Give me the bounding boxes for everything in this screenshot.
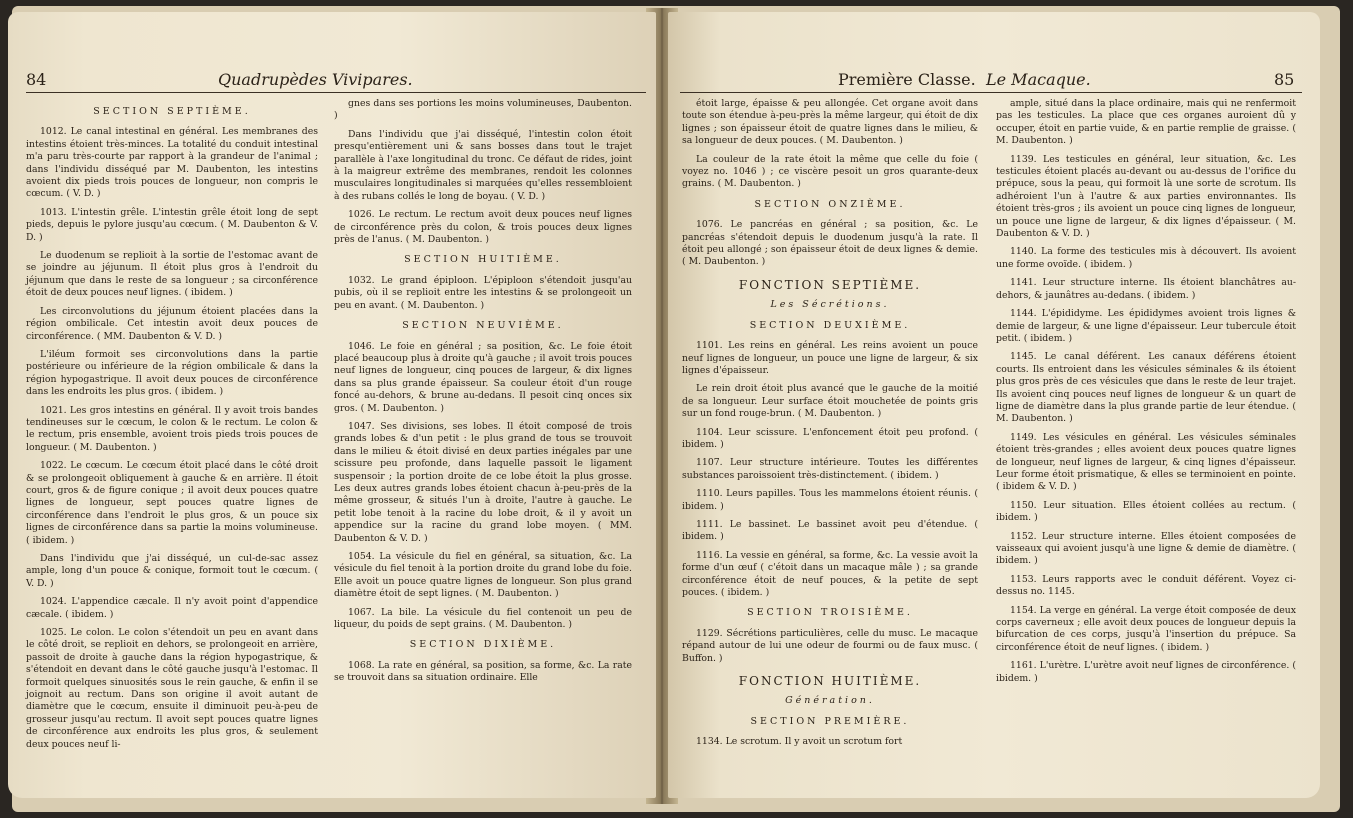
paragraph: 1054. La vésicule du fiel en général, sa situation, &c. La vésicule du fiel tenoit à la portion droite du grand lobe du foie. Elle avoit un pouce quatre lignes de longueur. Son plus grand diamètre étoit de sept lignes. ( M. Daubenton. )	[334, 551, 632, 600]
right-page	[668, 12, 1320, 798]
paragraph: Dans l'individu que j'ai disséqué, un cul-de-sac assez ample, long d'un pouce & conique, formoit tout le cœcum. ( V. D. )	[26, 553, 318, 589]
paragraph: 1141. Leur structure interne. Ils étoient blanchâtres au-dehors, & jaunâtres au-dedans. ( ibidem. )	[996, 277, 1296, 301]
section-heading: SECTION NEUVIÈME.	[402, 320, 564, 332]
paragraph: 1129. Sécrétions particulières, celle du musc. Le macaque répand autour de lui une odeur de fourmi ou de faux musc. ( Buffon. )	[682, 627, 978, 664]
paragraph: 1104. Leur scissure. L'enfoncement étoit peu profond. ( ibidem. )	[682, 426, 978, 450]
subheading: Les Sécrétions.	[770, 299, 890, 311]
section-heading: SECTION HUITIÈME.	[404, 254, 562, 266]
paragraph: 1152. Leur structure interne. Elles étoient composées de vaisseaux qui avoient jusqu'à une ligne & demie de diamètre. ( ibidem. )	[996, 530, 1296, 567]
paragraph: 1068. La rate en général, sa position, sa forme, &c. La rate se trouvoit dans sa situation ordinaire. Elle	[334, 659, 632, 684]
paragraph: 1111. Le bassinet. Le bassinet avoit peu d'étendue. ( ibidem. )	[682, 518, 978, 543]
paragraph: 1139. Les testicules en général, leur situation, &c. Les testicules étoient placés au-devant ou au-dessus de l'orifice du prépuce, sous la peau, qui formoit là une sorte de scrotum. Ils adhéroient l'un à l'autre & aux parties environnantes. Ils étoient très-gros ; ils avoient un pouce cinq lignes de longueur, un pouce une ligne de largeur, & dix lignes d'épaisseur. ( M. Daubenton & V. D. )	[996, 153, 1296, 240]
section-heading: SECTION ONZIÈME.	[754, 198, 906, 210]
running-title: Quadrupèdes Vivipares.	[218, 70, 413, 89]
right-column-2	[996, 98, 1296, 691]
section-heading: SECTION PREMIÈRE.	[750, 715, 910, 727]
paragraph: 1047. Ses divisions, ses lobes. Il étoit composé de trois grands lobes & d'un petit : le plus grand de tous se trouvoit dans le milieu & étoit divisé en deux parties inégales par une scissure peu profonde, dans laquelle passoit le ligament suspensoir ; la portion droite de ce lobe étoit la plus grosse. Les deux autres grands lobes étoient chacun à-peu-près de la même grosseur, & situés l'un à droite, l'autre à gauche. Le petit lobe tenoit à la racine du lobe droit, & il y avoit un appendice sur la racine du grand lobe moyen. ( MM. Daubenton & V. D. )	[334, 420, 632, 544]
paragraph: gnes dans ses portions les moins volumineuses, Daubenton. )	[334, 98, 632, 122]
paragraph: 1150. Leur situation. Elles étoient collées au rectum. ( ibidem. )	[996, 499, 1296, 524]
function-heading: FONCTION SEPTIÈME.	[738, 277, 922, 292]
paragraph: 1161. L'urètre. L'urètre avoit neuf lignes de circonférence. ( ibidem. )	[996, 660, 1296, 684]
paragraph: 1145. Le canal déférent. Les canaux déférens étoient courts. Ils entroient dans les vésicules séminales & ils étoient plus gros près de ces vésicules que dans le reste de leur trajet. Ils avoient cinq pouces neuf lignes de longueur & un quart de ligne de diamètre dans la plus grande partie de leur étendue. ( M. Daubenton. )	[996, 351, 1296, 425]
paragraph: 1154. La verge en général. La verge étoit composée de deux corps caverneux ; elle avoit deux pouces de longueur depuis la bifurcation de ces corps, jusqu'à l'insertion du prépuce. Sa circonférence étoit de neuf lignes. ( ibidem. )	[996, 604, 1296, 653]
paragraph: 1032. Le grand épiploon. L'épiploon s'étendoit jusqu'au pubis, où il se replioit entre les intestins & se prolongeoit un peu en avant. ( M. Daubenton. )	[334, 274, 632, 311]
paragraph: 1144. L'épididyme. Les épididymes avoient trois lignes & demie de largeur, & une ligne d'épaisseur. Leur tubercule étoit petit. ( ibidem. )	[996, 308, 1296, 344]
paragraph: 1021. Les gros intestins en général. Il y avoit trois bandes tendineuses sur le cœcum, le colon & le rectum. Le colon & le rectum, pris ensemble, avoient trois pieds trois pouces de longueur. ( M. Daubenton. )	[26, 404, 318, 453]
paragraph: 1140. La forme des testicules mis à découvert. Ils avoient une forme ovoïde. ( ibidem. )	[996, 246, 1296, 270]
paragraph: 1153. Leurs rapports avec le conduit déférent. Voyez ci-dessus no. 1145.	[996, 573, 1296, 598]
paragraph: 1046. Le foie en général ; sa position, &c. Le foie étoit placé beaucoup plus à droite qu'à gauche ; il avoit trois pouces neuf lignes de longueur, cinq pouces de largeur, & dix lignes dans sa plus grande épaisseur. Sa couleur étoit d'un rouge foncé au-dehors, & brune au-dedans. Il pesoit cinq onces six gros. ( M. Daubenton. )	[334, 340, 632, 414]
left-column-1	[26, 98, 318, 757]
paragraph: 1012. Le canal intestinal en général. Les membranes des intestins étoient très-minces. La totalité du conduit intestinal m'a paru très-courte par rapport à la grandeur de l'animal ; dans l'individu disséqué par M. Daubenton, les intestins avoient dix pieds trois pouces de longueur, non compris le cœcum. ( V. D. )	[26, 126, 318, 200]
paragraph: 1101. Les reins en général. Les reins avoient un pouce neuf lignes de longueur, un pouce une ligne de largeur, & six lignes d'épaisseur.	[682, 340, 978, 376]
page-number: 84	[26, 70, 47, 89]
header-rule	[26, 92, 646, 93]
section-heading: SECTION DIXIÈME.	[409, 639, 557, 651]
paragraph: La couleur de la rate étoit la même que celle du foie ( voyez no. 1046 ) ; ce viscère pesoit un gros quarante-deux grains. ( M. Daubenton. )	[682, 153, 978, 190]
paragraph: 1067. La bile. La vésicule du fiel contenoit un peu de liqueur, du poids de sept grains. ( M. Daubenton. )	[334, 606, 632, 631]
paragraph: 1110. Leurs papilles. Tous les mammelons étoient réunis. ( ibidem. )	[682, 488, 978, 512]
paragraph: Le rein droit étoit plus avancé que le gauche de la moitié de sa longueur. Leur surface étoit mouchetée de points gris sur un fond rouge-brun. ( M. Daubenton. )	[682, 383, 978, 420]
paragraph: Dans l'individu que j'ai disséqué, l'intestin colon étoit presqu'entièrement uni & sans bosses dans tout le trajet parallèle à l'axe longitudinal du tronc. Ce défaut de rides, joint à la maigreur extrême des membranes, rendoit les colonnes musculaires longitudinales si marquées qu'elles ressembloient à des rubans collés le long de boyau. ( V. D. )	[334, 128, 632, 202]
section-heading: SECTION SEPTIÈME.	[93, 106, 251, 117]
left-column-2	[334, 98, 632, 691]
page-number: 85	[1274, 70, 1295, 89]
subheading: Génération.	[785, 695, 875, 707]
running-title-species: Le Macaque.	[986, 70, 1091, 89]
paragraph: Le duodenum se replioit à la sortie de l'estomac avant de se joindre au jéjunum. Il étoit plus gros à l'endroit du jéjunum que dans le reste de sa longueur ; sa circonférence étoit de deux pouces neuf lignes. ( ibidem. )	[26, 250, 318, 299]
function-heading: FONCTION HUITIÈME.	[738, 674, 922, 689]
paragraph: 1116. La vessie en général, sa forme, &c. La vessie avoit la forme d'un œuf ( c'étoit dans un macaque mâle ) ; sa grande circonférence étoit de neuf pouces, & la petite de sept pouces. ( ibidem. )	[682, 549, 978, 598]
paragraph: 1134. Le scrotum. Il y avoit un scrotum fort	[696, 736, 903, 748]
paragraph: Les circonvolutions du jéjunum étoient placées dans la région ombilicale. Cet intestin avoit deux pouces de circonférence. ( MM. Daubenton & V. D. )	[26, 305, 318, 342]
left-page	[8, 12, 656, 798]
section-heading: SECTION TROISIÈME.	[747, 607, 913, 619]
paragraph: L'iléum formoit ses circonvolutions dans la partie postérieure ou inférieure de la région ombilicale & dans la région hypogastrique. Il avoit deux pouces de circonférence dans les endroits les plus gros. ( ibidem. )	[26, 348, 318, 398]
paragraph: étoit large, épaisse & peu allongée. Cet organe avoit dans toute son étendue à-peu-près la même largeur, qui étoit de dix lignes ; son épaisseur étoit de quatre lignes dans le milieu, & sa longueur de deux pouces. ( M. Daubenton. )	[682, 98, 978, 147]
paragraph: ample, situé dans la place ordinaire, mais qui ne renfermoit pas les testicules. La place que ces organes auroient dû y occuper, étoit en partie vuide, & en partie remplie de graisse. ( M. Daubenton. )	[996, 98, 1296, 147]
paragraph: 1013. L'intestin grêle. L'intestin grêle étoit long de sept pieds, depuis le pylore jusqu'au cœcum. ( M. Daubenton & V. D. )	[26, 206, 318, 243]
paragraph: 1107. Leur structure intérieure. Toutes les différentes substances paroissoient très-distinctement. ( ibidem. )	[682, 457, 978, 481]
paragraph: 1024. L'appendice cæcale. Il n'y avoit point d'appendice cæcale. ( ibidem. )	[26, 596, 318, 620]
running-title-class: Première Classe.	[838, 70, 976, 89]
paragraph: 1076. Le pancréas en général ; sa position, &c. Le pancréas s'étendoit depuis le duodenum jusqu'à la rate. Il étoit peu allongé ; son épaisseur étoit de deux lignes & demie. ( M. Daubenton. )	[682, 219, 978, 268]
header-rule	[680, 92, 1302, 93]
paragraph: 1022. Le cœcum. Le cœcum étoit placé dans le côté droit & se prolongeoit obliquement à gauche & en arrière. Il étoit court, gros & de figure conique ; il avoit deux pouces quatre lignes de longueur, sept pouces quatre lignes de circonférence dans l'endroit le plus gros, & un pouce six lignes de circonférence dans sa partie la moins volumineuse. ( ibidem. )	[26, 460, 318, 546]
right-column-1	[682, 98, 978, 755]
paragraph: 1025. Le colon. Le colon s'étendoit un peu en avant dans le côté droit, se replioit en dehors, se prolongeoit en arrière, passoit de droite à gauche dans la région hypogastrique, & s'étendoit en devant dans le côté gauche jusqu'à l'estomac. Il formoit quelques sinuosités sous le rein gauche, & enfin il se joignoit au rectum. Dans son origine il avoit autant de diamètre que le cœcum, ensuite il diminuoit peu-à-peu de grosseur jusqu'au rectum. Il avoit sept pouces quatre lignes de circonférence aux endroits les plus gros, & seulement deux pouces neuf li-	[26, 627, 318, 750]
section-heading: SECTION DEUXIÈME.	[749, 319, 911, 331]
paragraph: 1149. Les vésicules en général. Les vésicules séminales étoient très-grandes ; elles avoient deux pouces quatre lignes de longueur, neuf lignes de largeur, & cinq lignes d'épaisseur. Leur forme étoit prismatique, & elles se terminoient en pointe. ( ibidem & V. D. )	[996, 431, 1296, 493]
paragraph: 1026. Le rectum. Le rectum avoit deux pouces neuf lignes de circonférence près du colon, & trois pouces deux lignes près de l'anus. ( M. Daubenton. )	[334, 209, 632, 246]
